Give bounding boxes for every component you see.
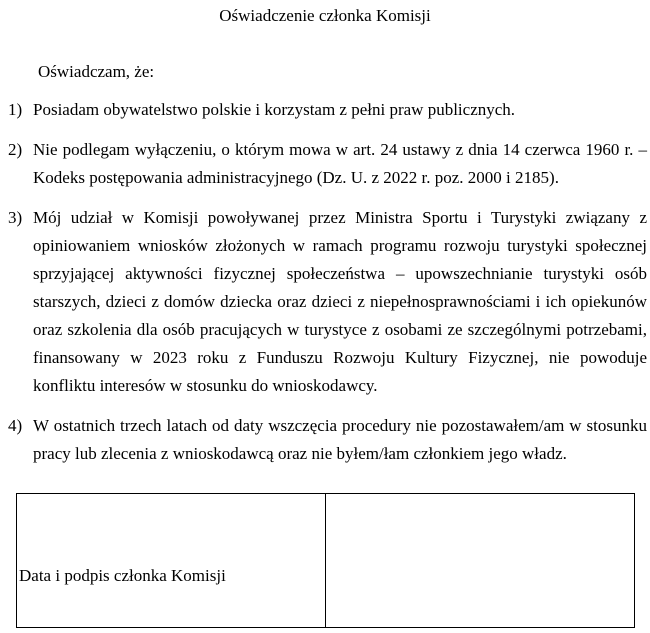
item-text: Posiadam obywatelstwo polskie i korzystam z pełni praw publicznych.: [33, 100, 516, 119]
signature-field[interactable]: [326, 494, 634, 627]
declaration-item-4: [0, 412, 650, 468]
item-text: W ostatnich trzech latach od daty wszczęcia procedury nie pozostawałem/am w stosunku pracy lub zlecenia z wnioskodawcą oraz nie byłem/łam członkiem jego władz.: [33, 416, 647, 463]
item-number: 2): [8, 140, 23, 159]
item-number: 3): [8, 208, 23, 227]
declaration-list: [0, 96, 650, 480]
signature-table: [16, 493, 635, 628]
signature-label: Data i podpis członka Komisji: [19, 566, 226, 585]
signature-label-cell: [17, 494, 326, 627]
declaration-item-3: [0, 204, 650, 400]
item-number: 1): [8, 100, 23, 119]
item-number: 4): [8, 416, 23, 435]
item-text: Nie podlegam wyłączeniu, o którym mowa w art. 24 ustawy z dnia 14 czerwca 1960 r. – Kodeks postępowania administracyjnego (Dz. U. z 2022 r. poz. 2000 i 2185).: [33, 140, 647, 187]
declaration-item-2: [0, 136, 650, 192]
declaration-item-1: [0, 96, 650, 124]
item-text: Mój udział w Komisji powoływanej przez Ministra Sportu i Turystyki związany z opiniowaniem wniosków złożonych w ramach programu rozwoju turystyki społecznej sprzyjającej aktywności fizycznej społeczeństwa – upowszechnianie turystyki osób starszych, dzieci z domów dziecka oraz dzieci z niepełnosprawnościami i ich opiekunów oraz szkolenia dla osób pracujących w turystyce z osobami ze szczególnymi potrzebami, finansowany w 2023 roku z Funduszu Rozwoju Kultury Fizycznej, nie powoduje konfliktu interesów w stosunku do wnioskodawcy.: [33, 208, 647, 395]
document-title: Oświadczenie członka Komisji: [219, 6, 431, 25]
intro-text: Oświadczam, że:: [38, 62, 155, 81]
